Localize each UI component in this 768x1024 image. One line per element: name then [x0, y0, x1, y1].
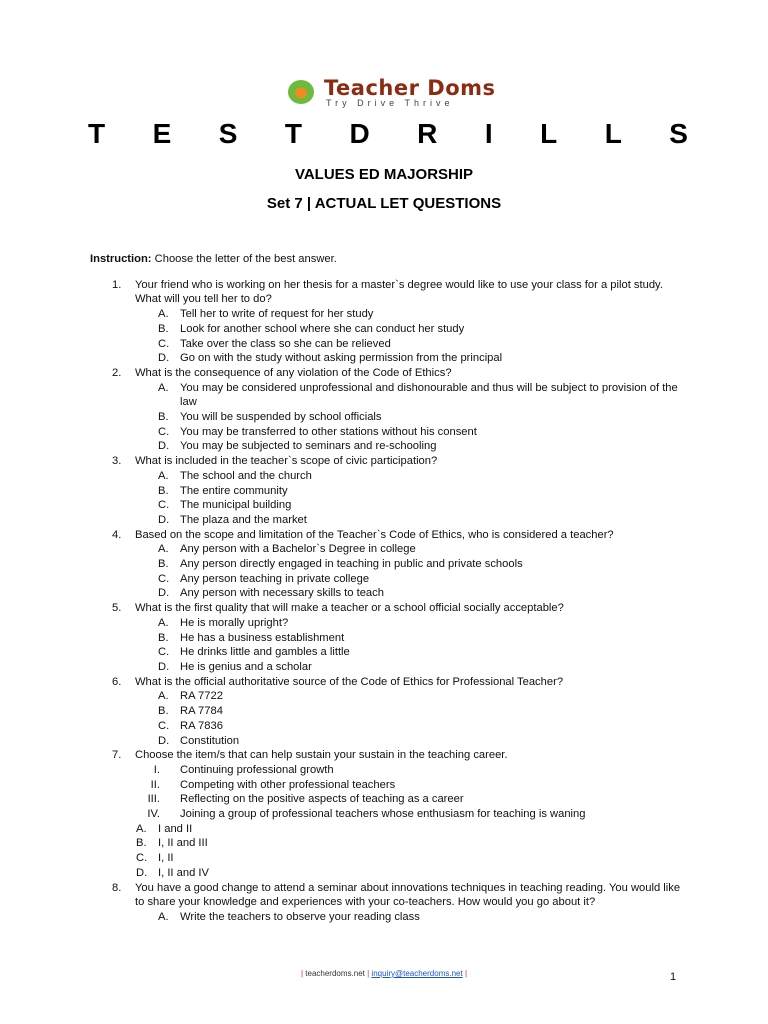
roman-item-label: II.	[150, 778, 160, 791]
footer-separator: |	[300, 969, 304, 978]
answer-option-label: B.	[158, 558, 169, 571]
answer-option-text: Any person with necessary skills to teach	[180, 587, 384, 600]
question-item-text: You have a good change to attend a seminar about innovations techniques in teaching reading. You would like to share your knowledge and experiences with your co-teachers. How would you go about it?	[135, 881, 681, 909]
question-list	[90, 252, 690, 925]
answer-option-text: He drinks little and gambles a little	[180, 646, 350, 659]
answer-option	[90, 307, 690, 322]
answer-option-text: I, II and IV	[158, 866, 209, 879]
question-item	[90, 278, 690, 307]
answer-option-label: B.	[158, 411, 169, 424]
title-letter: S	[669, 118, 688, 149]
answer-option-label: C.	[158, 337, 170, 350]
roman-item-label: IV.	[147, 808, 160, 821]
answer-option	[90, 719, 690, 734]
answer-option-text: Go on with the study without asking permission from the principal	[180, 352, 503, 365]
answer-option	[90, 381, 690, 410]
question-item-label: 5.	[112, 602, 122, 615]
questions	[90, 278, 690, 925]
question-item	[90, 601, 690, 616]
answer-option	[90, 425, 690, 440]
title-letter: T	[284, 118, 302, 149]
title-letter: T	[88, 118, 106, 149]
title-letter: I	[484, 118, 493, 149]
answer-option-label: D.	[158, 587, 170, 600]
footer-email[interactable]: inquiry@teacherdoms.net	[371, 969, 463, 978]
title-letter: L	[604, 118, 622, 149]
answer-option	[90, 513, 690, 528]
question-item-text: What is the official authoritative source of the Code of Ethics for Professional Teacher?	[135, 675, 564, 688]
title-letter: L	[540, 118, 558, 149]
answer-option-label: B.	[136, 837, 147, 850]
answer-option-text: Tell her to write of request for her study	[180, 308, 374, 321]
answer-option	[90, 734, 690, 749]
answer-option-label: B.	[158, 322, 169, 335]
answer-option-text: RA 7722	[180, 690, 223, 703]
answer-option-label: D.	[158, 660, 170, 673]
question-item	[90, 366, 690, 381]
answer-option-text: You may be transferred to other stations without his consent	[180, 425, 477, 438]
answer-option	[90, 866, 690, 881]
question-item-label: 1.	[112, 278, 122, 291]
answer-option-label: C.	[158, 572, 170, 585]
roman-item-text: Reflecting on the positive aspects of teaching as a career	[180, 793, 464, 806]
footer-separator: |	[367, 969, 370, 978]
answer-option-label: B.	[158, 631, 169, 644]
answer-option	[90, 836, 690, 851]
answer-option	[90, 586, 690, 601]
answer-option-label: D.	[158, 734, 170, 747]
answer-option-text: Any person directly engaged in teaching in public and private schools	[180, 558, 523, 571]
answer-option-label: D.	[158, 352, 170, 365]
answer-option-label: A.	[136, 822, 147, 835]
roman-item	[90, 807, 690, 822]
answer-option-label: C.	[158, 719, 170, 732]
answer-option	[90, 542, 690, 557]
question-item-label: 3.	[112, 455, 122, 468]
question-item	[90, 528, 690, 543]
roman-item-text: Competing with other professional teachers	[180, 778, 396, 791]
question-item-label: 6.	[112, 675, 122, 688]
answer-option	[90, 631, 690, 646]
answer-option-text: Any person teaching in private college	[180, 572, 370, 585]
answer-option	[90, 410, 690, 425]
answer-option	[90, 498, 690, 513]
answer-option-label: A.	[158, 543, 169, 556]
answer-option-label: B.	[158, 484, 169, 497]
answer-option-text: Take over the class so she can be relieved	[180, 337, 391, 350]
answer-option-label: B.	[158, 705, 169, 718]
answer-option-text: You may be subjected to seminars and re-schooling	[180, 440, 437, 453]
question-item	[90, 454, 690, 469]
question-item-text: Based on the scope and limitation of the Teacher`s Code of Ethics, who is considered a teacher?	[135, 528, 614, 541]
subject-title: VALUES ED MAJORSHIP	[294, 166, 474, 183]
answer-option-text: Look for another school where she can conduct her study	[180, 322, 465, 335]
title-letter: S	[218, 118, 238, 149]
answer-option-label: D.	[158, 513, 170, 526]
answer-option-text: The municipal building	[180, 499, 292, 512]
answer-option-text: The school and the church	[180, 469, 312, 482]
answer-option	[90, 322, 690, 337]
instruction-label: Instruction:	[90, 253, 152, 265]
answer-option	[90, 645, 690, 660]
answer-option	[90, 469, 690, 484]
answer-option-text: I, II and III	[158, 837, 208, 850]
roman-item	[90, 778, 690, 793]
answer-option-text: You may be considered unprofessional and dishonourable and thus will be subject to provision of the law	[180, 381, 678, 409]
roman-item-label: I.	[153, 763, 160, 776]
title-letter: E	[152, 118, 172, 149]
set-title: Set 7 | ACTUAL LET QUESTIONS	[266, 195, 502, 212]
answer-option-label: A.	[158, 616, 169, 629]
answer-option-text: I, II	[158, 852, 174, 865]
answer-option	[90, 689, 690, 704]
answer-option	[90, 660, 690, 675]
instruction	[90, 252, 690, 267]
question-item-text: What is included in the teacher`s scope of civic participation?	[135, 455, 438, 468]
question-item	[90, 748, 690, 763]
answer-option-label: D.	[158, 440, 170, 453]
answer-option	[90, 572, 690, 587]
answer-option-label: A.	[158, 690, 169, 703]
instruction-text: Choose the letter of the best answer.	[151, 253, 337, 265]
answer-option-text: The entire community	[180, 484, 288, 497]
answer-option-text: RA 7784	[180, 705, 223, 718]
question-item-text: Your friend who is working on her thesis for a master`s degree would like to use your class for a pilot study. What will you tell her to do?	[135, 278, 663, 306]
answer-option	[90, 910, 690, 925]
roman-item	[90, 792, 690, 807]
question-item	[90, 675, 690, 690]
answer-option	[90, 484, 690, 499]
answer-option	[90, 439, 690, 454]
answer-option-text: I and II	[158, 822, 193, 835]
question-item-text: Choose the item/s that can help sustain your sustain in the teaching career.	[135, 749, 508, 762]
footer-separator: |	[464, 969, 468, 978]
answer-option-label: C.	[136, 852, 148, 865]
footer-site[interactable]: teacherdoms.net	[305, 969, 365, 978]
answer-option	[90, 851, 690, 866]
roman-item	[90, 763, 690, 778]
answer-option-text: Any person with a Bachelor`s Degree in college	[180, 543, 416, 556]
question-item-label: 4.	[112, 528, 122, 541]
page-number: 1	[670, 971, 677, 983]
answer-option-text: Constitution	[180, 734, 240, 747]
page-footer	[0, 969, 768, 978]
question-item	[90, 881, 690, 910]
question-item-text: What is the first quality that will make a teacher or a school official socially acceptable?	[135, 602, 564, 615]
logo-tagline: Try Drive Thrive	[326, 98, 454, 108]
answer-option	[90, 557, 690, 572]
answer-option-label: A.	[158, 910, 169, 923]
question-item-label: 7.	[112, 749, 122, 762]
answer-option-label: C.	[158, 646, 170, 659]
roman-item-label: III.	[147, 793, 160, 806]
answer-option-text: You will be suspended by school officials	[180, 411, 382, 424]
roman-item-text: Joining a group of professional teachers whose enthusiasm for teaching is waning	[180, 808, 586, 821]
answer-option	[90, 351, 690, 366]
logo-name: Teacher Doms	[324, 76, 496, 100]
answer-option	[90, 616, 690, 631]
title-letter: R	[417, 118, 438, 149]
roman-item-text: Continuing professional growth	[180, 763, 334, 776]
answer-option-text: He is morally upright?	[180, 616, 289, 629]
answer-option-label: C.	[158, 425, 170, 438]
answer-option-label: A.	[158, 381, 169, 394]
answer-option-text: RA 7836	[180, 719, 223, 732]
question-item-label: 2.	[112, 366, 122, 379]
answer-option	[90, 704, 690, 719]
answer-option-label: A.	[158, 308, 169, 321]
logo-mark-icon	[287, 79, 315, 105]
answer-option	[90, 822, 690, 837]
answer-option-label: C.	[158, 499, 170, 512]
question-item-label: 8.	[112, 881, 122, 894]
answer-option-text: Write the teachers to observe your reading class	[180, 910, 420, 923]
question-item-text: What is the consequence of any violation of the Code of Ethics?	[135, 366, 452, 379]
teacher-doms-logo	[286, 76, 496, 108]
answer-option	[90, 337, 690, 352]
test-drills-title	[88, 118, 688, 150]
answer-option-text: He is genius and a scholar	[180, 660, 312, 673]
answer-option-text: The plaza and the market	[180, 513, 307, 526]
answer-option-label: D.	[136, 866, 148, 879]
title-letter: D	[349, 118, 370, 149]
answer-option-text: He has a business establishment	[180, 631, 345, 644]
answer-option-label: A.	[158, 469, 169, 482]
